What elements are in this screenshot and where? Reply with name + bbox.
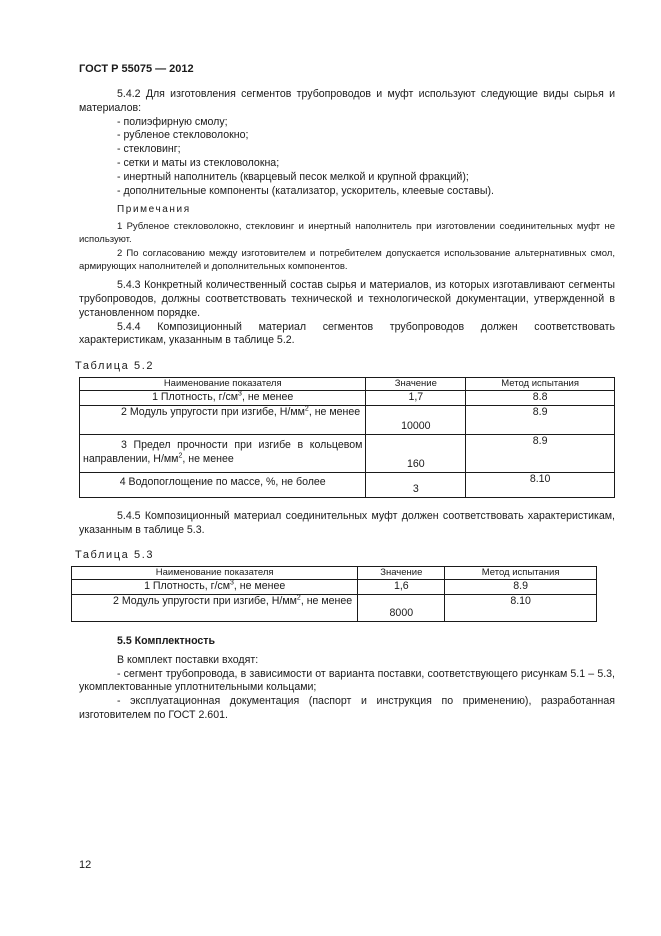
table-row — [80, 405, 615, 434]
value-cell: 1,7 — [366, 390, 466, 405]
table-row — [72, 594, 597, 621]
paragraph-5-5-item-2: - эксплуатационная документация (паспорт и инструкция по применению), разработанная изготовителем по ГОСТ 2.601. — [79, 695, 615, 721]
table-header-row — [80, 377, 615, 390]
page-header: ГОСТ Р 55075 — 2012 — [79, 63, 194, 75]
page-number: 12 — [79, 859, 92, 871]
method-cell: 8.8 — [466, 390, 615, 405]
method-cell: 8.10 — [466, 472, 615, 497]
value-cell: 8000 — [358, 594, 445, 621]
list-item: - сетки и маты из стекловолокна; — [117, 156, 280, 169]
paragraph-5-4-5: 5.4.5 Композиционный материал соединительных муфт должен соответствовать характеристикам, указанным в таблице 5.3. — [79, 509, 615, 536]
paragraph-5-5-intro: В комплект поставки входят: — [117, 653, 259, 666]
list-item: - дополнительные компоненты (катализатор, ускоритель, клеевые составы). — [117, 184, 494, 197]
column-header: Метод испытания — [466, 377, 615, 390]
method-cell: 8.9 — [466, 434, 615, 472]
table-row — [80, 472, 615, 497]
indicator-name: 1 Плотность, $г/см^3$, не менее — [72, 580, 358, 595]
value-cell: 10000 — [366, 405, 466, 434]
column-header: Значение — [358, 567, 445, 580]
paragraph-5-4-3: 5.4.3 Конкретный количественный состав сырья и материалов, из которых изготавливают сегменты трубопроводов, должны соответствовать технической и технологической документации, утвержденной в установленном порядке. — [79, 279, 615, 319]
table-5-2 — [79, 377, 615, 498]
method-cell: 8.9 — [445, 580, 597, 595]
table-row — [80, 390, 615, 405]
table-row — [80, 434, 615, 472]
indicator-name: 2 Модуль упругости при изгибе, $Н/мм^2$, не менее — [72, 594, 358, 621]
note-1: 1 Рубленое стекловолокно, стекловинг и инертный наполнитель при изготовлении соединительных муфт не используют. — [79, 221, 615, 245]
indicator-name: 4 Водопоглощение по массе, %, не более — [80, 472, 366, 497]
table-5-2-caption: Таблица 5.2 — [75, 360, 155, 373]
indicator-name: 2 Модуль упругости при изгибе, $Н/мм^2$, не менее — [80, 405, 366, 434]
column-header: Наименование показателя — [72, 567, 358, 580]
notes-title: Примечания — [117, 204, 191, 216]
list-item: - стекловинг; — [117, 143, 181, 156]
column-header: Наименование показателя — [80, 377, 366, 390]
indicator-name: 1 Плотность, $г/см^3$, не менее — [80, 390, 366, 405]
value-cell: 160 — [366, 434, 466, 472]
column-header: Значение — [366, 377, 466, 390]
note-2: 2 По согласованию между изготовителем и потребителем допускается использование альтернативных смол, армирующих наполнителей и дополнительных компонентов. — [79, 248, 615, 272]
paragraph-5-4-2: 5.4.2 Для изготовления сегментов трубопроводов и муфт используют следующие виды сырья и материалов: — [79, 88, 615, 114]
column-header: Метод испытания — [445, 567, 597, 580]
page-content — [75, 88, 615, 723]
paragraph-5-4-4: 5.4.4 Композиционный материал сегментов трубопроводов должен соответствовать характеристикам, указанным в таблице 5.2. — [79, 320, 615, 347]
table-row — [72, 580, 597, 595]
table-header-row — [72, 567, 597, 580]
method-cell: 8.9 — [466, 405, 615, 434]
table-5-3 — [71, 566, 597, 622]
paragraph-5-5-item-1: - сегмент трубопровода, в зависимости от варианта поставки, соответствующего рисункам 5.1 – 5.3, укомплектованные уплотнительными кольцами; — [79, 667, 615, 694]
value-cell: 1,6 — [358, 580, 445, 595]
indicator-name: 3 Предел прочности при изгибе в кольцевом направлении, $Н/мм^2$, не менее — [80, 434, 366, 472]
value-cell: 3 — [366, 472, 466, 497]
list-item: - инертный наполнитель (кварцевый песок мелкой и крупной фракций); — [117, 170, 469, 183]
list-item: - рубленое стекловолокно; — [117, 129, 249, 142]
section-5-5-title: 5.5 Комплектность — [117, 634, 215, 647]
table-5-3-caption: Таблица 5.3 — [75, 549, 155, 562]
materials-list — [79, 116, 615, 199]
method-cell: 8.10 — [445, 594, 597, 621]
list-item: - полиэфирную смолу; — [117, 115, 228, 128]
